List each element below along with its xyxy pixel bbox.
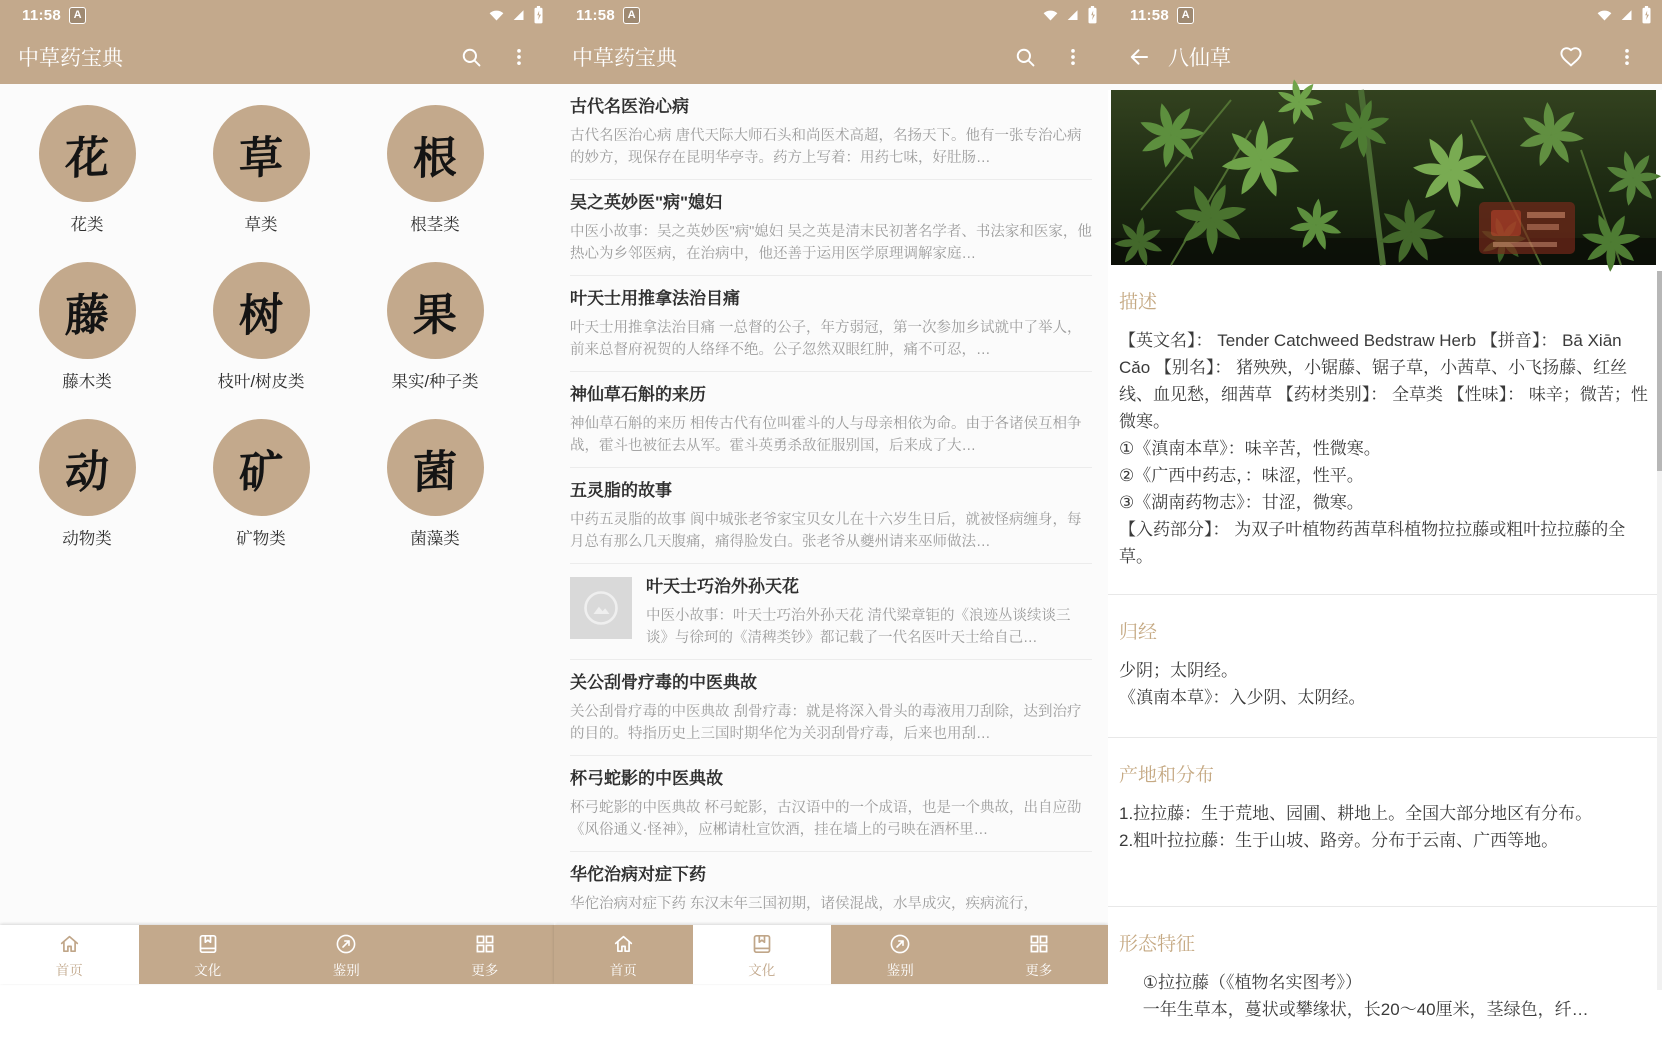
article-item[interactable] bbox=[570, 180, 1092, 276]
category-item[interactable] bbox=[348, 102, 522, 259]
section-text: 1.拉拉藤：生于荒地、园圃、耕地上。全国大部分地区有分布。 bbox=[1119, 804, 1593, 823]
section-text: 2.粗叶拉拉藤：生于山坡、路旁。分布于云南、广西等地。 bbox=[1119, 831, 1559, 850]
detail-content bbox=[1108, 90, 1662, 1019]
article-item[interactable] bbox=[570, 84, 1092, 180]
photo-watermark bbox=[1479, 202, 1575, 254]
wifi-icon bbox=[489, 9, 504, 21]
section-heading: 归经 bbox=[1119, 622, 1158, 643]
article-snippet: 中医小故事：吴之英妙医"病"媳妇 吴之英是清末民初著名学者、书法家和医家，他热心为乡邻医病，在治病中，他还善于运用医学原理调解家庭… bbox=[570, 224, 1092, 262]
app-title: 中草药宝典 bbox=[572, 47, 677, 70]
category-circle[interactable] bbox=[387, 105, 484, 202]
section-heading: 描述 bbox=[1119, 292, 1158, 313]
article-item[interactable] bbox=[570, 852, 1092, 926]
home-icon bbox=[611, 931, 636, 957]
search-icon[interactable] bbox=[450, 36, 492, 78]
book-icon bbox=[750, 931, 774, 957]
article-title: 关公刮骨疗毒的中医典故 bbox=[570, 673, 757, 692]
section-text: 【入药部分】： 为双子叶植物药茜草科植物拉拉藤或粗叶拉拉藤的全草。 bbox=[1119, 520, 1626, 566]
plant-photo[interactable] bbox=[1111, 90, 1656, 265]
bottom-nav bbox=[554, 925, 1108, 984]
category-circle[interactable] bbox=[213, 419, 310, 516]
detail-screen bbox=[1108, 0, 1662, 1019]
category-glyph: 花 bbox=[64, 131, 110, 185]
wifi-icon bbox=[1043, 9, 1058, 21]
battery-charging-icon bbox=[1641, 6, 1652, 24]
section-text: 一年生草本，蔓状或攀缘状，长20～40厘米，茎绿色，纤… bbox=[1142, 1000, 1589, 1019]
detail-section bbox=[1108, 907, 1662, 1047]
category-label: 果实/种子类 bbox=[391, 373, 479, 391]
article-title: 杯弓蛇影的中医典故 bbox=[570, 769, 723, 788]
section-text: ①拉拉藤（《植物名实图考》） bbox=[1142, 973, 1363, 992]
category-item[interactable] bbox=[174, 102, 348, 259]
section-heading: 产地和分布 bbox=[1119, 765, 1215, 786]
heart-icon[interactable] bbox=[1550, 36, 1592, 78]
article-snippet: 华佗治病对症下药 东汉末年三国初期，诸侯混战，水旱成灾，疾病流行， bbox=[570, 896, 1039, 912]
nav-label: 更多 bbox=[471, 962, 499, 978]
status-bar bbox=[554, 0, 1108, 30]
detail-section bbox=[1108, 265, 1662, 595]
category-item[interactable] bbox=[348, 259, 522, 416]
battery-charging-icon bbox=[533, 6, 544, 24]
article-snippet: 中药五灵脂的故事 阆中城张老爷家宝贝女儿在十六岁生日后，就被怪病缠身，每月总有那么几天腹痛，痛得脸发白。张老爷从夔州请来巫师做法… bbox=[570, 512, 1082, 550]
article-title: 神仙草石斛的来历 bbox=[570, 385, 706, 404]
category-circle[interactable] bbox=[213, 105, 310, 202]
article-snippet: 古代名医治心病 唐代天际大师石头和尚医术高超，名扬天下。他有一张专治心病的妙方，现保存在昆明华亭寺。药方上写着：用药七味，好肚肠… bbox=[570, 128, 1082, 166]
scrollbar-track[interactable] bbox=[1657, 271, 1662, 990]
nav-label: 文化 bbox=[194, 962, 222, 978]
article-snippet: 中医小故事：叶天士巧治外孙天花 清代梁章钜的《浪迹丛谈续谈三谈》与徐珂的《清稗类钞》都记载了一代名医叶天士给自己… bbox=[646, 608, 1071, 646]
section-text: ①《滇南本草》：味辛苦，性微寒。 bbox=[1119, 439, 1381, 458]
home-screen bbox=[0, 0, 554, 984]
category-label: 动物类 bbox=[62, 530, 112, 548]
nav-item-culture[interactable] bbox=[693, 925, 832, 984]
nav-item-more[interactable] bbox=[970, 925, 1109, 984]
detail-section bbox=[1108, 738, 1662, 907]
category-label: 藤木类 bbox=[62, 373, 112, 391]
article-item[interactable] bbox=[570, 372, 1092, 468]
category-item[interactable] bbox=[348, 416, 522, 573]
category-glyph: 果 bbox=[412, 288, 458, 342]
wifi-icon bbox=[1597, 9, 1612, 21]
nav-label: 文化 bbox=[748, 962, 776, 978]
nav-label: 更多 bbox=[1025, 962, 1053, 978]
article-title: 古代名医治心病 bbox=[570, 97, 689, 116]
section-text: 《滇南本草》：入少阴、太阴经。 bbox=[1119, 688, 1366, 707]
article-snippet: 关公刮骨疗毒的中医典故 刮骨疗毒：就是将深入骨头的毒液用刀刮除，达到治疗的目的。特指历史上三国时期华佗为关羽刮骨疗毒，后来也用刮… bbox=[570, 704, 1082, 742]
category-label: 枝叶/树皮类 bbox=[217, 373, 305, 391]
nav-item-more[interactable] bbox=[416, 925, 555, 984]
detail-sections bbox=[1108, 265, 1662, 1047]
overflow-menu-icon[interactable] bbox=[1606, 36, 1648, 78]
ime-badge: A bbox=[623, 7, 640, 24]
bottom-nav bbox=[0, 925, 554, 984]
article-snippet: 杯弓蛇影的中医典故 杯弓蛇影，古汉语中的一个成语，也是一个典故，出自应劭《风俗通义·怪神》，应郴请杜宣饮酒，挂在墙上的弓映在酒杯里… bbox=[570, 800, 1082, 838]
category-label: 菌藻类 bbox=[410, 530, 460, 548]
article-title: 华佗治病对症下药 bbox=[570, 865, 706, 884]
category-circle[interactable] bbox=[39, 262, 136, 359]
section-text: 少阴；太阴经。 bbox=[1119, 661, 1238, 680]
category-item[interactable] bbox=[174, 416, 348, 573]
category-circle[interactable] bbox=[387, 262, 484, 359]
nav-item-identify[interactable] bbox=[831, 925, 970, 984]
clock: 11:58 bbox=[1130, 6, 1170, 24]
status-bar bbox=[0, 0, 554, 30]
article-title: 叶天士用推拿法治目痛 bbox=[570, 289, 740, 308]
battery-charging-icon bbox=[1087, 6, 1098, 24]
category-label: 矿物类 bbox=[236, 530, 286, 548]
ime-badge: A bbox=[69, 7, 86, 24]
ime-badge: A bbox=[1177, 7, 1194, 24]
app-bar bbox=[1108, 30, 1662, 84]
category-glyph: 树 bbox=[238, 288, 284, 342]
nav-item-home[interactable] bbox=[0, 925, 139, 984]
category-label: 根茎类 bbox=[410, 216, 460, 234]
article-item[interactable] bbox=[570, 564, 1092, 660]
category-glyph: 矿 bbox=[238, 445, 284, 499]
category-item[interactable] bbox=[0, 416, 174, 573]
app-bar bbox=[0, 30, 554, 84]
article-snippet: 神仙草石斛的来历 相传古代有位叫霍斗的人与母亲相依为命。由于各诸侯互相争战，霍斗也被征去从军。霍斗英勇杀敌征服别国，后来成了大… bbox=[570, 416, 1082, 454]
overflow-menu-icon[interactable] bbox=[498, 36, 540, 78]
signal-icon bbox=[1620, 9, 1633, 21]
home-icon bbox=[57, 931, 82, 957]
scrollbar-thumb[interactable] bbox=[1657, 271, 1662, 471]
category-glyph: 动 bbox=[64, 445, 110, 499]
category-circle[interactable] bbox=[39, 419, 136, 516]
category-circle[interactable] bbox=[387, 419, 484, 516]
overflow-menu-icon[interactable] bbox=[1052, 36, 1094, 78]
signal-icon bbox=[1066, 9, 1079, 21]
grid-icon bbox=[473, 931, 497, 957]
article-item[interactable] bbox=[570, 660, 1092, 756]
book-icon bbox=[196, 931, 220, 957]
category-glyph: 藤 bbox=[64, 288, 110, 342]
category-item[interactable] bbox=[174, 259, 348, 416]
article-item[interactable] bbox=[570, 276, 1092, 372]
app-bar bbox=[554, 30, 1108, 84]
image-placeholder-icon bbox=[570, 577, 632, 639]
article-item[interactable] bbox=[570, 756, 1092, 852]
nav-item-culture[interactable] bbox=[139, 925, 278, 984]
grid-icon bbox=[1027, 931, 1051, 957]
category-label: 草类 bbox=[244, 216, 278, 234]
section-heading: 形态特征 bbox=[1119, 934, 1196, 955]
section-text: ②《广西中药志，：味涩，性平。 bbox=[1119, 466, 1364, 485]
category-circle[interactable] bbox=[39, 105, 136, 202]
nav-item-identify[interactable] bbox=[277, 925, 416, 984]
article-item[interactable] bbox=[570, 468, 1092, 564]
nav-label: 首页 bbox=[609, 962, 637, 978]
category-item[interactable] bbox=[0, 259, 174, 416]
clock: 11:58 bbox=[576, 6, 616, 24]
nav-label: 鉴别 bbox=[332, 962, 360, 978]
article-list bbox=[554, 84, 1108, 926]
article-snippet: 叶天士用推拿法治目痛 一总督的公子，年方弱冠，第一次参加乡试就中了举人，前来总督府祝贺的人络绎不绝。公子忽然双眼红肿，痛不可忍，… bbox=[570, 320, 1082, 358]
article-title: 五灵脂的故事 bbox=[570, 481, 672, 500]
nav-label: 鉴别 bbox=[886, 962, 914, 978]
compass-icon bbox=[888, 931, 912, 957]
nav-label: 首页 bbox=[55, 962, 83, 978]
app-title: 中草药宝典 bbox=[18, 47, 123, 70]
section-text: 【英文名】： Tender Catchweed Bedstraw Herb 【拼音】： Bā Xiān Cǎo 【别名】： 猪殃殃，小锯藤、锯子草，小茜草、小飞扬藤、红丝线、血见愁，细茜草 【药材类别】： 全草类 【性味】： 味辛；微苦；性微寒。 bbox=[1119, 331, 1648, 431]
article-title: 吴之英妙医"病"媳妇 bbox=[570, 193, 723, 212]
clock: 11:58 bbox=[22, 6, 62, 24]
detail-section bbox=[1108, 595, 1662, 738]
culture-screen bbox=[554, 0, 1108, 984]
section-text: ③《湖南药物志》：甘涩，微寒。 bbox=[1119, 493, 1364, 512]
search-icon[interactable] bbox=[1004, 36, 1046, 78]
category-grid bbox=[0, 84, 522, 573]
status-bar bbox=[1108, 0, 1662, 30]
category-item[interactable] bbox=[0, 102, 174, 259]
article-title: 叶天士巧治外孙天花 bbox=[646, 577, 799, 596]
nav-item-home[interactable] bbox=[554, 925, 693, 984]
herb-title: 八仙草 bbox=[1168, 47, 1231, 70]
category-circle[interactable] bbox=[213, 262, 310, 359]
category-glyph: 草 bbox=[238, 131, 284, 185]
signal-icon bbox=[512, 9, 525, 21]
category-glyph: 根 bbox=[412, 131, 458, 185]
compass-icon bbox=[334, 931, 358, 957]
back-arrow-icon[interactable] bbox=[1124, 36, 1154, 78]
category-glyph: 菌 bbox=[412, 445, 458, 499]
category-label: 花类 bbox=[70, 216, 104, 234]
